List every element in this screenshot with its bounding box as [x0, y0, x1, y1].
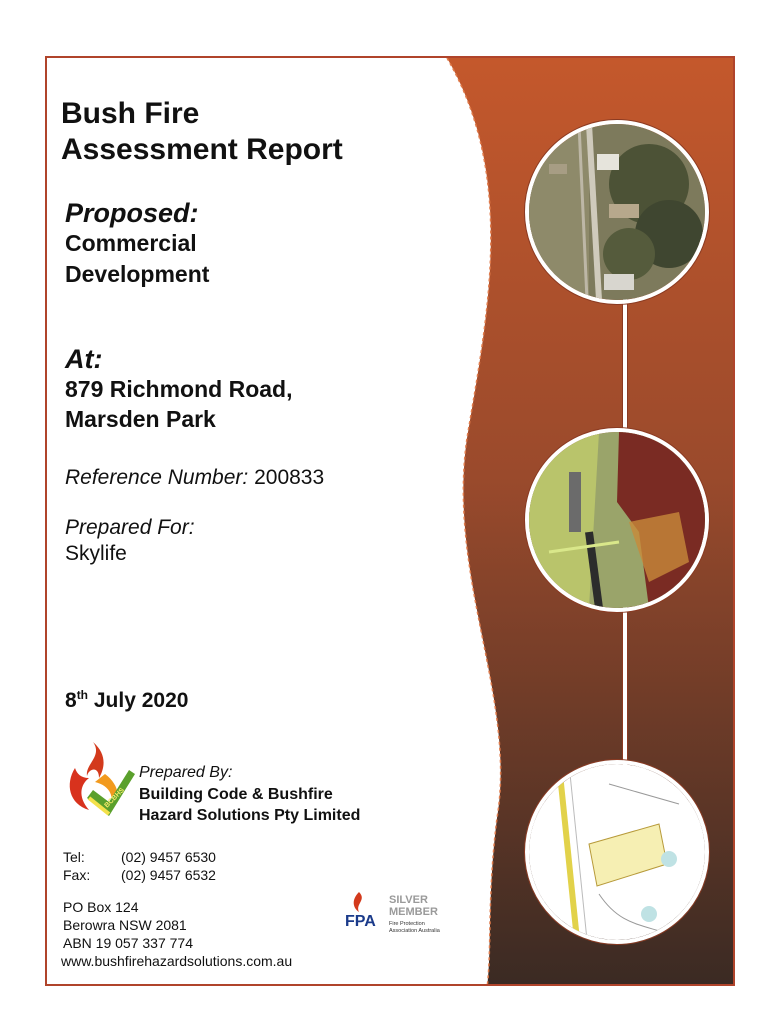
fpa-org-line-2: Association Australia [389, 928, 440, 934]
address-line-1: 879 Richmond Road, [65, 376, 293, 402]
company-name [139, 784, 360, 826]
reference-number [65, 466, 324, 490]
contact-details [63, 848, 216, 884]
reference-value: 200833 [254, 466, 325, 489]
date-rest: July 2020 [88, 689, 189, 712]
date-day: 8 [65, 689, 77, 712]
proposed-line-2: Development [65, 261, 210, 287]
title-line-1: Bush Fire [61, 97, 200, 130]
company-logo [65, 738, 137, 818]
report-date [65, 688, 188, 713]
reference-label: Reference Number: [65, 466, 249, 489]
fpa-tier-line-1: SILVER [389, 894, 428, 906]
flame-icon [354, 892, 362, 912]
address-line-2: Marsden Park [65, 406, 216, 432]
tel-label: Tel: [63, 849, 85, 865]
title-line-2: Assessment Report [61, 133, 343, 166]
report-title [61, 96, 343, 168]
prepared-for-value: Skylife [65, 542, 127, 565]
postal-address [63, 898, 193, 952]
prepared-by-label: Prepared By: [139, 764, 233, 781]
at-label: At: [65, 344, 103, 374]
prepared-for-label: Prepared For: [65, 516, 195, 539]
fax-value: (02) 9457 6532 [121, 867, 216, 883]
cover-frame [45, 56, 735, 986]
fax-label: Fax: [63, 867, 91, 883]
proposed-line-1: Commercial [65, 230, 197, 256]
fpa-org-line-1: Fire Protection [389, 921, 425, 927]
suburb: Berowra NSW 2081 [63, 917, 187, 933]
fpa-acronym: FPA [345, 913, 376, 930]
website-link[interactable]: www.bushfirehazardsolutions.com.au [61, 953, 293, 969]
abn: ABN 19 057 337 774 [63, 935, 193, 951]
tel-row [63, 848, 216, 866]
company-line-2: Hazard Solutions Pty Limited [139, 807, 361, 824]
fpa-badge [345, 890, 455, 940]
fpa-tier-line-2: MEMBER [389, 906, 438, 918]
tel-value: (02) 9457 6530 [121, 849, 216, 865]
date-suffix: th [76, 688, 89, 702]
company-line-1: Building Code & Bushfire [139, 786, 333, 803]
fax-row [63, 866, 216, 884]
po-box: PO Box 124 [63, 899, 139, 915]
cover-text [47, 58, 735, 986]
logo-text: BCBHS [103, 786, 127, 810]
proposed-label: Proposed: [65, 198, 199, 228]
